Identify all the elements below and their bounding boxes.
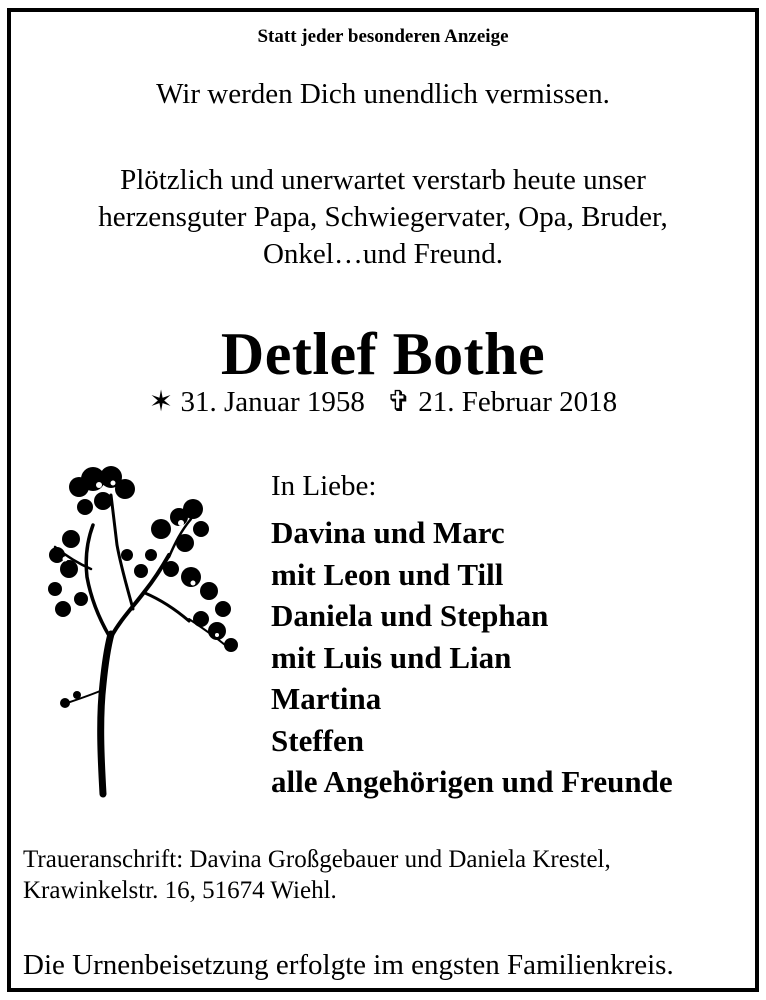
love-label: In Liebe: <box>271 470 377 502</box>
announcement-line: Plötzlich und unerwartet verstarb heute unser <box>120 164 646 196</box>
burial-note: Die Urnenbeisetzung erfolgte im engsten Familienkreis. <box>23 949 674 981</box>
mourner-item: alle Angehörigen und Freunde <box>271 764 673 799</box>
announcement-line: herzensguter Papa, Schwiegervater, Opa, Bruder, <box>98 201 668 233</box>
mourner-item: mit Luis und Lian <box>271 639 512 675</box>
mourner-item: Martina <box>271 681 382 716</box>
announcement-text <box>11 162 755 273</box>
notice-header: Statt jeder besonderen Anzeige <box>257 26 509 47</box>
mourner-item: Steffen <box>271 722 364 758</box>
address-line: Krawinkelstr. 16, 51674 Wiehl. <box>23 877 337 904</box>
death-cross-icon: ✞ <box>386 386 411 418</box>
announcement-line: Onkel…und Freund. <box>262 238 504 270</box>
mourners-list <box>271 512 673 803</box>
intro-text: Wir werden Dich unendlich vermissen. <box>156 78 610 110</box>
birth-star-icon: ✶ <box>148 386 174 418</box>
birth-date: 31. Januar 1958 <box>180 386 365 418</box>
life-dates <box>11 384 755 419</box>
mourning-address <box>23 844 611 906</box>
mourner-item: mit Leon und Till <box>271 556 504 592</box>
mourner-item: Daniela und Stephan <box>271 598 549 633</box>
death-date: 21. Februar 2018 <box>418 386 618 418</box>
mourner-item: Davina und Marc <box>271 515 505 550</box>
obituary-frame <box>7 8 759 992</box>
deceased-name: Detlef Bothe <box>220 321 546 387</box>
tree-illustration-icon <box>41 459 241 799</box>
address-line: Traueranschrift: Davina Großgebauer und Daniela Krestel, <box>23 846 611 873</box>
